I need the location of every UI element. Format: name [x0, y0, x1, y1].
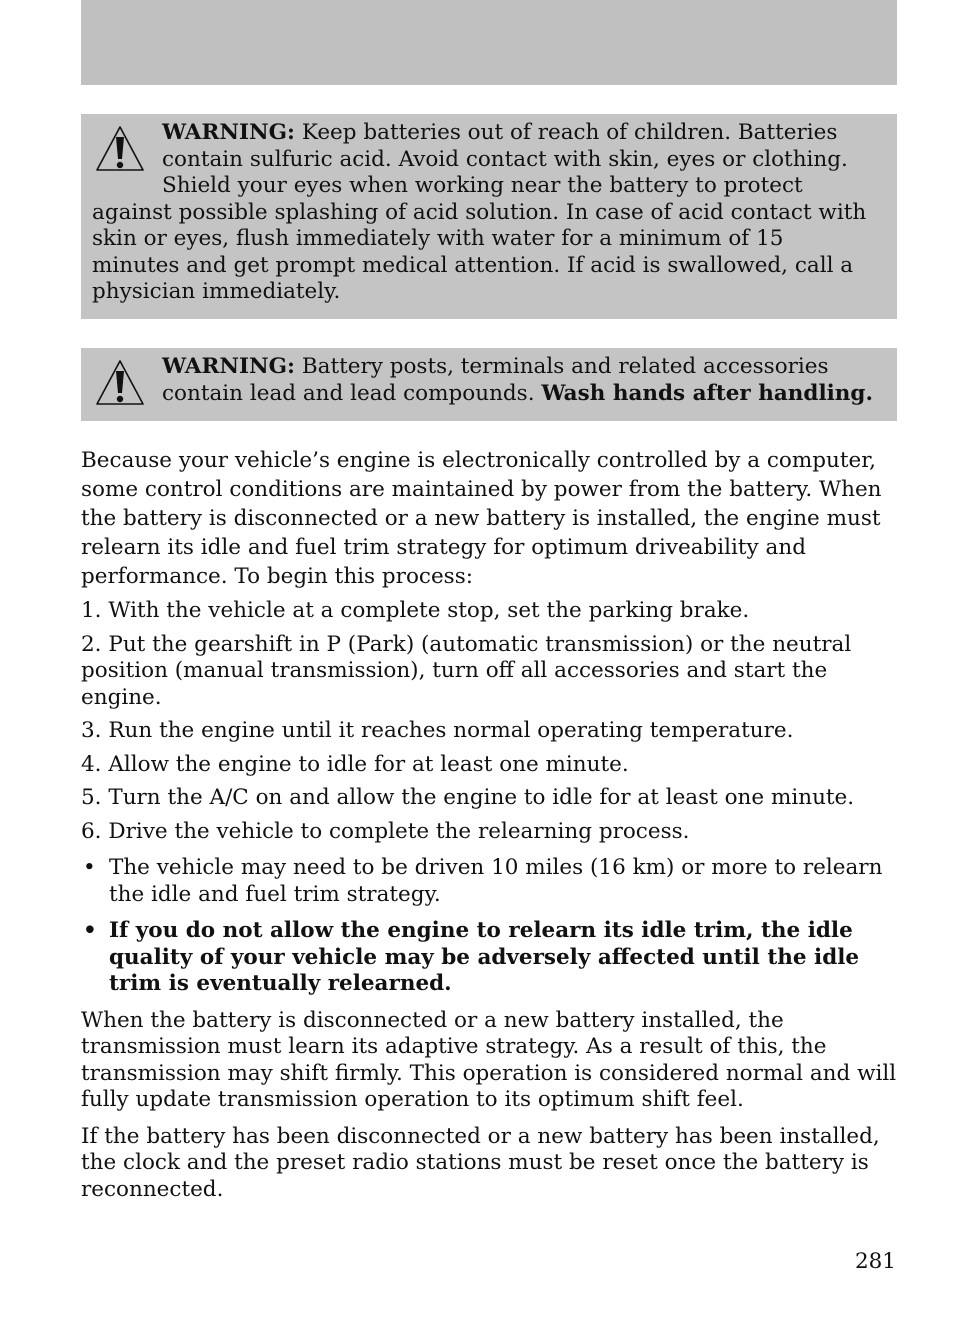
- paragraph-clock-radio: If the battery has been disconnected or a new battery has been installed, the clock and the preset radio stations must be reset once the battery is reconnected.: [81, 1123, 880, 1202]
- bullet-icon: •: [83, 918, 97, 943]
- step-3: 3. Run the engine until it reaches normal operating temperature.: [81, 718, 794, 743]
- header-bar: [81, 0, 897, 85]
- intro-paragraph: Because your vehicle’s engine is electronically controlled by a computer, some control conditions are maintained by power from the battery. When the battery is disconnected or a new battery is installed, the engine must relearn its idle and fuel trim strategy for optimum driveability and performance. To begin this process:: [81, 448, 882, 589]
- page-number: 281: [854, 1249, 896, 1274]
- warning-text: Battery posts, terminals and related accessories contain lead and lead compounds.: [162, 354, 829, 406]
- step-2: 2. Put the gearshift in P (Park) (automatic transmission) or the neutral position (manual transmission), turn off all accessories and start the engine.: [81, 631, 852, 710]
- bullet-item: [81, 855, 897, 908]
- bullet-text: The vehicle may need to be driven 10 miles (16 km) or more to relearn the idle and fuel trim strategy.: [109, 855, 883, 907]
- step-5: 5. Turn the A/C on and allow the engine to idle for at least one minute.: [81, 785, 855, 810]
- warning-box-acid: [81, 114, 897, 319]
- step-4: 4. Allow the engine to idle for at least one minute.: [81, 751, 629, 777]
- step-1: 1. With the vehicle at a complete stop, set the parking brake.: [81, 598, 750, 623]
- step-6: 6. Drive the vehicle to complete the relearning process.: [81, 818, 690, 844]
- bullet-item: [81, 918, 897, 998]
- warning-label: WARNING:: [162, 120, 295, 145]
- warning-triangle-icon: [94, 124, 146, 174]
- paragraph-transmission: When the battery is disconnected or a new battery installed, the transmission must learn its adaptive strategy. As a result of this, the transmission may shift firmly. This operation is considered normal and will fully update transmission operation to its optimum shift feel.: [81, 1007, 897, 1112]
- warning-text: Keep batteries out of reach of children. Batteries contain sulfuric acid. Avoid contact with skin, eyes or clothing. Shield your eyes when working near the battery to protect against possible splashing of acid solution. In case of acid contact with skin or eyes, flush immediately with water for a minimum of 15 minutes and get prompt medical attention. If acid is swallowed, call a physician immediately.: [92, 120, 867, 304]
- main-content: [81, 446, 897, 1203]
- bullet-text: If you do not allow the engine to relearn its idle trim, the idle quality of your vehicle may be adversely affected until the idle trim is eventually relearned.: [109, 918, 860, 996]
- bullet-icon: •: [83, 855, 96, 880]
- warning-emphasis: Wash hands after handling.: [541, 380, 873, 406]
- warning-box-lead: [81, 348, 897, 421]
- warning-triangle-icon: [94, 358, 146, 408]
- warning-label: WARNING:: [162, 354, 295, 379]
